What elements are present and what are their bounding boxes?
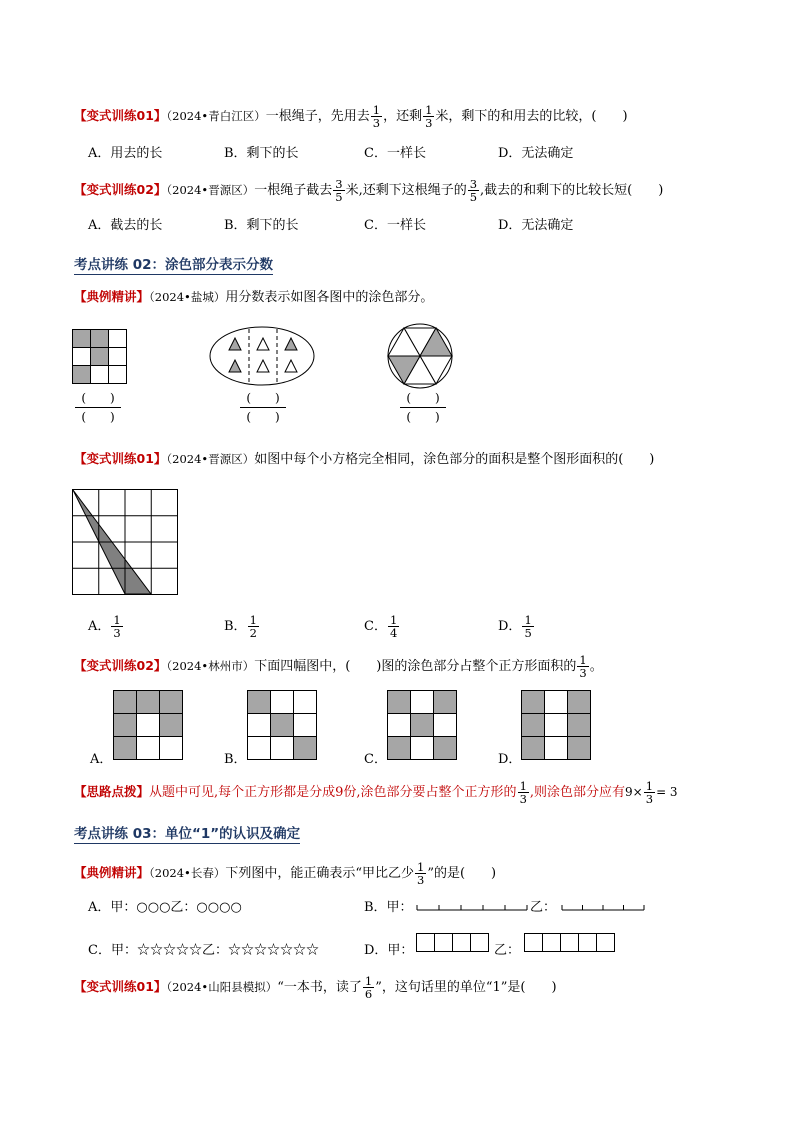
question-q2 [74,178,663,203]
fraction: $\frac{1}{3}$ [425,103,433,130]
question-tag: 【变式训练01】 [74,979,167,994]
question-q5 [74,975,557,1000]
grid-option-a-figure [113,690,185,762]
fraction: $\frac{1}{3}$ [645,779,654,806]
hexagon-circle-figure [387,323,453,389]
question-text: 米，剩下的和用去的比较，( ) [435,109,628,124]
question-tag: 【变式训练01】 [74,451,167,466]
question-q4 [74,654,603,679]
option-d[interactable]: D．无法确定 [498,146,574,161]
question-tag: 【变式训练01】 [74,108,167,123]
example-ex1 [74,287,433,308]
grid-option-b-figure [247,690,319,762]
fraction: $\frac{1}{3}$ [372,103,381,130]
question-text: 。 [589,659,603,674]
question-source: （2024•长春） [149,866,226,880]
option-d[interactable]: D．甲： [364,943,414,958]
option-d[interactable]: D． [498,752,522,767]
option-a[interactable]: A．甲：○○○乙：○○○○ [88,900,242,915]
option-b[interactable]: B． $\frac{1}{2}$ [224,613,257,640]
fraction: $\frac{1}{3}$ [579,653,587,680]
fraction: $\frac{1}{6}$ [364,974,373,1001]
question-source: （2024•晋源区） [166,183,255,197]
question-text: ”，这句话里的单位“1”是( ) [375,980,557,995]
option-b[interactable]: B． [224,752,247,767]
question-tag: 【典例精讲】 [74,289,150,304]
answer-blank[interactable]: ( ) ( ) [238,390,288,425]
question-source: （2024•盐城） [149,290,226,304]
question-source: （2024•林州市） [166,659,255,673]
option-d[interactable]: D．无法确定 [498,218,574,233]
question-text: ”的是( ) [427,866,497,881]
ellipse-triangles-figure [209,326,315,386]
question-text: 下列图中，能正确表示“甲比乙少 [225,866,414,881]
fraction: $\frac{1}{3}$ [519,779,527,806]
question-tag: 【变式训练02】 [74,182,167,197]
question-source: （2024•晋源区） [166,452,255,466]
option-a[interactable]: A． $\frac{1}{3}$ [88,613,121,640]
option-b[interactable]: B．剩下的长 [224,218,299,233]
question-text: 下面四幅图中，( )图的涂色部分占整个正方形面积的 [254,659,577,674]
hint-calc: = 3 [656,785,678,799]
example-ex2 [74,861,496,886]
question-text: ,截去的和剩下的比较长短( ) [480,183,664,198]
option-d-yi-label: 乙： [494,943,521,958]
hint-text: 从题中可见,每个正方形都是分成9份,涂色部分要占整个正方形的 [149,785,517,800]
question-text: 米,还剩下这根绳子的 [345,183,467,198]
question-text: 一根绳子，先用去 [265,109,370,124]
section-title: 考点讲练 03：单位“1”的认识及确定 [74,822,300,844]
section-title: 考点讲练 02：涂色部分表示分数 [74,253,273,275]
option-c[interactable]: C．甲：☆☆☆☆☆乙：☆☆☆☆☆☆☆ [88,943,319,958]
question-text: 如图中每个小方格完全相同，涂色部分的面积是整个图形面积的( ) [254,452,655,467]
hint-calc: 9× [625,785,643,799]
hint-tag: 【思路点拨】 [74,784,150,799]
option-c[interactable]: C． [364,752,387,767]
option-b-yi-label: 乙： [530,900,557,915]
option-a[interactable]: A． [90,752,113,767]
boxes-yi [524,933,618,953]
fraction: $\frac{3}{5}$ [469,177,478,204]
question-text: 一根绳子截去 [254,183,333,198]
boxes-jia [416,933,492,953]
answer-blank[interactable]: ( ) ( ) [398,390,448,425]
question-q1 [74,104,628,129]
fraction: $\frac{1}{3}$ [416,860,425,887]
option-b[interactable]: B．剩下的长 [224,146,299,161]
option-d[interactable]: D． $\frac{1}{5}$ [498,613,532,640]
segment-line-yi [561,901,645,913]
question-tag: 【典例精讲】 [74,865,150,880]
question-q3 [74,449,654,470]
question-source: （2024•青白江区） [166,109,266,123]
question-text: 用分数表示如图各图中的涂色部分。 [225,290,434,305]
grid-option-c-figure [387,690,459,762]
question-source: （2024•山阳县模拟） [166,980,278,994]
question-tag: 【变式训练02】 [74,658,167,673]
question-text: “一本书，读了 [277,980,362,995]
option-a[interactable]: A．截去的长 [88,218,163,233]
grid-figure [72,329,128,385]
option-c[interactable]: C．一样长 [364,146,426,161]
answer-blank[interactable]: ( ) ( ) [73,390,123,425]
grid-option-d-figure [521,690,593,762]
segment-line-jia [416,901,528,913]
hint-line [74,780,678,805]
option-c[interactable]: C． $\frac{1}{4}$ [364,613,398,640]
triangle-grid-figure [72,489,180,597]
question-text: ，还剩 [383,109,423,124]
option-c[interactable]: C．一样长 [364,218,426,233]
option-b[interactable]: B．甲： [364,900,413,915]
fraction: $\frac{3}{5}$ [335,177,343,204]
hint-text: ,则涂色部分应有 [529,785,626,800]
option-a[interactable]: A．用去的长 [88,146,163,161]
